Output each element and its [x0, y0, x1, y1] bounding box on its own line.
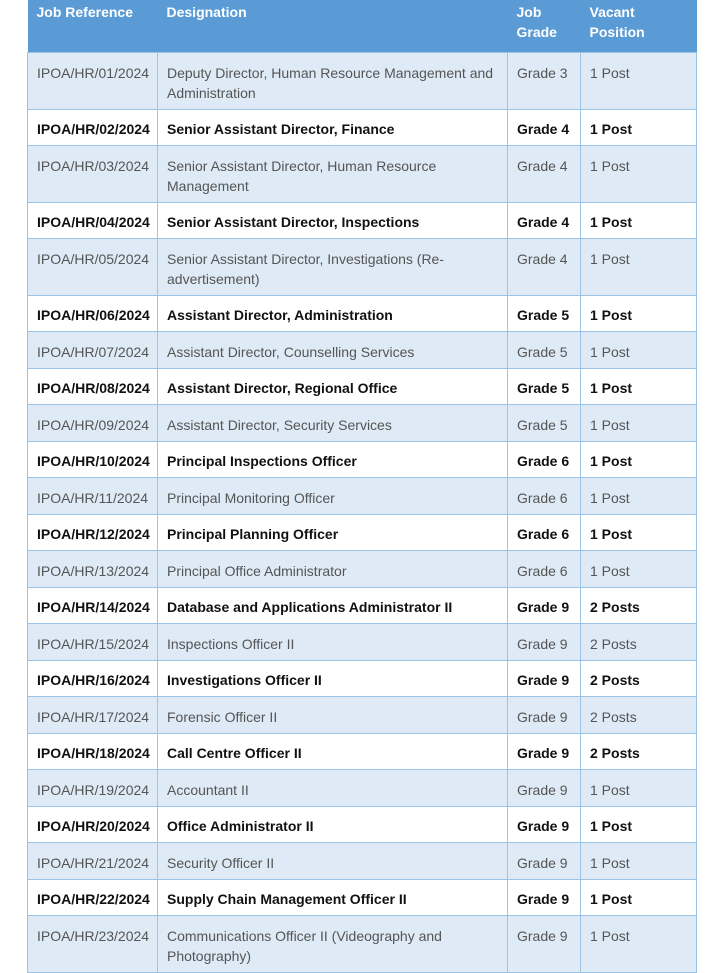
- cell-vacant-position: 2 Posts: [581, 587, 697, 623]
- cell-designation: Communications Officer II (Videography and Photography): [158, 915, 508, 972]
- table-body: [28, 52, 697, 972]
- cell-job-reference: IPOA/HR/09/2024: [28, 404, 158, 441]
- cell-vacant-position: 1 Post: [581, 238, 697, 295]
- cell-job-reference: IPOA/HR/03/2024: [28, 145, 158, 202]
- table-row: [28, 733, 697, 769]
- cell-job-grade: Grade 6: [508, 477, 581, 514]
- cell-job-grade: Grade 9: [508, 879, 581, 915]
- table-row: [28, 441, 697, 477]
- cell-designation: Principal Inspections Officer: [158, 441, 508, 477]
- cell-designation: Assistant Director, Counselling Services: [158, 331, 508, 368]
- cell-job-grade: Grade 5: [508, 404, 581, 441]
- cell-designation: Accountant II: [158, 769, 508, 806]
- header-vacant-position: Vacant Position: [581, 0, 697, 52]
- vacancies-table: [27, 0, 697, 973]
- cell-job-grade: Grade 9: [508, 769, 581, 806]
- cell-job-grade: Grade 4: [508, 145, 581, 202]
- cell-designation: Principal Planning Officer: [158, 514, 508, 550]
- cell-job-reference: IPOA/HR/21/2024: [28, 842, 158, 879]
- cell-job-grade: Grade 4: [508, 238, 581, 295]
- cell-job-grade: Grade 9: [508, 623, 581, 660]
- cell-job-reference: IPOA/HR/14/2024: [28, 587, 158, 623]
- cell-job-grade: Grade 6: [508, 550, 581, 587]
- table-row: [28, 623, 697, 660]
- cell-designation: Senior Assistant Director, Human Resource Management: [158, 145, 508, 202]
- table-row: [28, 587, 697, 623]
- cell-job-grade: Grade 5: [508, 368, 581, 404]
- cell-vacant-position: 1 Post: [581, 915, 697, 972]
- cell-job-reference: IPOA/HR/04/2024: [28, 202, 158, 238]
- table-row: [28, 145, 697, 202]
- cell-job-reference: IPOA/HR/01/2024: [28, 52, 158, 109]
- cell-vacant-position: 1 Post: [581, 52, 697, 109]
- cell-vacant-position: 1 Post: [581, 368, 697, 404]
- table-row: [28, 238, 697, 295]
- cell-designation: Senior Assistant Director, Investigations (Re-advertisement): [158, 238, 508, 295]
- cell-job-reference: IPOA/HR/18/2024: [28, 733, 158, 769]
- cell-designation: Assistant Director, Administration: [158, 295, 508, 331]
- cell-job-grade: Grade 9: [508, 660, 581, 696]
- cell-designation: Inspections Officer II: [158, 623, 508, 660]
- cell-job-reference: IPOA/HR/23/2024: [28, 915, 158, 972]
- cell-vacant-position: 1 Post: [581, 404, 697, 441]
- header-row: [28, 0, 697, 52]
- cell-job-grade: Grade 9: [508, 696, 581, 733]
- table-row: [28, 915, 697, 972]
- cell-job-reference: IPOA/HR/12/2024: [28, 514, 158, 550]
- cell-designation: Call Centre Officer II: [158, 733, 508, 769]
- table-row: [28, 295, 697, 331]
- cell-designation: Supply Chain Management Officer II: [158, 879, 508, 915]
- cell-job-reference: IPOA/HR/16/2024: [28, 660, 158, 696]
- cell-job-reference: IPOA/HR/20/2024: [28, 806, 158, 842]
- cell-designation: Investigations Officer II: [158, 660, 508, 696]
- cell-vacant-position: 1 Post: [581, 441, 697, 477]
- cell-job-grade: Grade 5: [508, 331, 581, 368]
- cell-job-reference: IPOA/HR/10/2024: [28, 441, 158, 477]
- header-job-reference: Job Reference: [28, 0, 158, 52]
- cell-vacant-position: 1 Post: [581, 769, 697, 806]
- cell-vacant-position: 1 Post: [581, 145, 697, 202]
- cell-vacant-position: 1 Post: [581, 109, 697, 145]
- cell-job-grade: Grade 9: [508, 842, 581, 879]
- cell-vacant-position: 1 Post: [581, 879, 697, 915]
- table-row: [28, 842, 697, 879]
- table-header: [28, 0, 697, 52]
- cell-job-reference: IPOA/HR/19/2024: [28, 769, 158, 806]
- cell-job-grade: Grade 9: [508, 733, 581, 769]
- cell-vacant-position: 2 Posts: [581, 696, 697, 733]
- table-row: [28, 806, 697, 842]
- table-row: [28, 514, 697, 550]
- cell-job-reference: IPOA/HR/17/2024: [28, 696, 158, 733]
- table-row: [28, 550, 697, 587]
- cell-job-grade: Grade 9: [508, 915, 581, 972]
- cell-job-reference: IPOA/HR/07/2024: [28, 331, 158, 368]
- cell-vacant-position: 1 Post: [581, 477, 697, 514]
- cell-job-reference: IPOA/HR/05/2024: [28, 238, 158, 295]
- cell-job-reference: IPOA/HR/08/2024: [28, 368, 158, 404]
- cell-job-grade: Grade 4: [508, 202, 581, 238]
- cell-designation: Principal Monitoring Officer: [158, 477, 508, 514]
- cell-designation: Senior Assistant Director, Inspections: [158, 202, 508, 238]
- cell-job-grade: Grade 6: [508, 441, 581, 477]
- cell-job-grade: Grade 6: [508, 514, 581, 550]
- table-row: [28, 109, 697, 145]
- table-row: [28, 696, 697, 733]
- cell-job-grade: Grade 4: [508, 109, 581, 145]
- table-row: [28, 660, 697, 696]
- cell-designation: Security Officer II: [158, 842, 508, 879]
- cell-designation: Senior Assistant Director, Finance: [158, 109, 508, 145]
- header-job-grade: Job Grade: [508, 0, 581, 52]
- cell-job-reference: IPOA/HR/22/2024: [28, 879, 158, 915]
- cell-job-grade: Grade 3: [508, 52, 581, 109]
- table-row: [28, 769, 697, 806]
- cell-designation: Deputy Director, Human Resource Management and Administration: [158, 52, 508, 109]
- cell-job-reference: IPOA/HR/02/2024: [28, 109, 158, 145]
- table-row: [28, 404, 697, 441]
- cell-vacant-position: 1 Post: [581, 331, 697, 368]
- cell-vacant-position: 1 Post: [581, 202, 697, 238]
- table-row: [28, 331, 697, 368]
- cell-job-reference: IPOA/HR/13/2024: [28, 550, 158, 587]
- table-row: [28, 879, 697, 915]
- cell-job-reference: IPOA/HR/11/2024: [28, 477, 158, 514]
- cell-vacant-position: 2 Posts: [581, 623, 697, 660]
- cell-designation: Assistant Director, Regional Office: [158, 368, 508, 404]
- cell-job-grade: Grade 9: [508, 806, 581, 842]
- cell-vacant-position: 1 Post: [581, 295, 697, 331]
- cell-designation: Assistant Director, Security Services: [158, 404, 508, 441]
- cell-job-reference: IPOA/HR/06/2024: [28, 295, 158, 331]
- cell-vacant-position: 1 Post: [581, 514, 697, 550]
- cell-designation: Database and Applications Administrator II: [158, 587, 508, 623]
- cell-vacant-position: 1 Post: [581, 842, 697, 879]
- cell-vacant-position: 2 Posts: [581, 733, 697, 769]
- cell-designation: Forensic Officer II: [158, 696, 508, 733]
- table-row: [28, 477, 697, 514]
- table-row: [28, 368, 697, 404]
- table-row: [28, 202, 697, 238]
- cell-job-grade: Grade 5: [508, 295, 581, 331]
- table-row: [28, 52, 697, 109]
- header-designation: Designation: [158, 0, 508, 52]
- cell-designation: Principal Office Administrator: [158, 550, 508, 587]
- cell-vacant-position: 1 Post: [581, 806, 697, 842]
- cell-vacant-position: 2 Posts: [581, 660, 697, 696]
- cell-vacant-position: 1 Post: [581, 550, 697, 587]
- cell-designation: Office Administrator II: [158, 806, 508, 842]
- cell-job-reference: IPOA/HR/15/2024: [28, 623, 158, 660]
- cell-job-grade: Grade 9: [508, 587, 581, 623]
